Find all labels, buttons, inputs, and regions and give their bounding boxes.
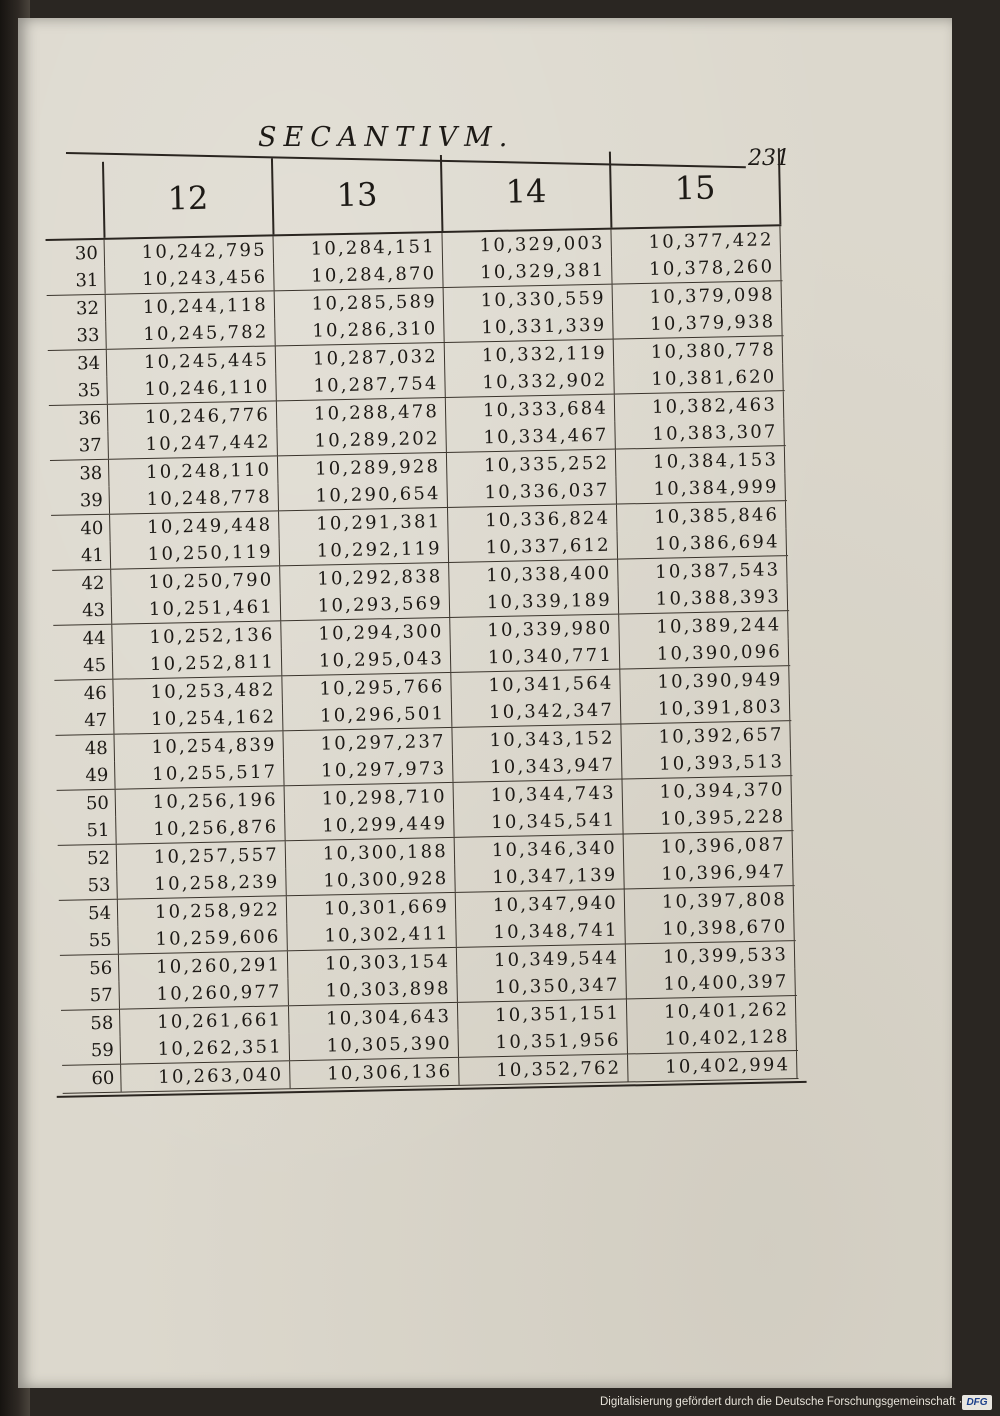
- secant-value-cell: 10,300,188: [286, 838, 456, 868]
- secant-value-cell: 10,394,370: [622, 776, 792, 806]
- secant-value-cell: 10,303,154: [288, 948, 458, 978]
- secant-value-cell: 10,297,237: [283, 728, 453, 758]
- secant-value-cell: 10,329,381: [443, 257, 613, 287]
- minute-cell: 44: [53, 625, 113, 653]
- secant-value-cell: 10,402,128: [627, 1023, 797, 1053]
- secant-value-cell: 10,340,771: [451, 642, 621, 672]
- secant-value-cell: 10,401,262: [627, 996, 797, 1026]
- secant-value-cell: 10,291,381: [279, 508, 449, 538]
- secant-value-cell: 10,246,776: [108, 401, 278, 431]
- minute-cell: 38: [50, 460, 110, 488]
- minute-cell: 31: [46, 267, 106, 295]
- minute-cell: 59: [62, 1037, 122, 1065]
- secant-value-cell: 10,379,938: [613, 308, 783, 338]
- secant-value-cell: 10,330,559: [444, 285, 614, 315]
- secant-value-cell: 10,380,778: [614, 336, 784, 366]
- secant-value-cell: 10,301,669: [287, 893, 457, 923]
- secant-value-cell: 10,351,151: [458, 999, 628, 1029]
- secant-value-cell: 10,252,811: [113, 648, 283, 678]
- minute-cell: 49: [56, 762, 116, 790]
- secant-value-cell: 10,400,397: [626, 968, 796, 998]
- secant-value-cell: 10,351,956: [458, 1026, 628, 1056]
- secant-value-cell: 10,255,517: [115, 758, 285, 788]
- minute-cell: 53: [58, 872, 118, 900]
- secant-value-cell: 10,343,947: [453, 752, 623, 782]
- secant-value-cell: 10,333,684: [446, 395, 616, 425]
- secant-value-cell: 10,344,743: [454, 780, 624, 810]
- minute-cell: 60: [62, 1065, 122, 1093]
- minute-cell: 58: [61, 1010, 121, 1038]
- table-body: [46, 226, 799, 1094]
- secant-value-cell: 10,250,790: [111, 566, 281, 596]
- secant-value-cell: 10,249,448: [110, 511, 280, 541]
- secant-value-cell: 10,298,710: [285, 783, 455, 813]
- secant-value-cell: 10,392,657: [621, 721, 791, 751]
- secant-value-cell: 10,286,310: [275, 315, 445, 345]
- secant-value-cell: 10,393,513: [622, 748, 792, 778]
- degree-header-13: 13: [273, 155, 444, 234]
- secant-value-cell: 10,348,741: [456, 916, 626, 946]
- secant-value-cell: 10,306,136: [290, 1058, 460, 1088]
- secant-value-cell: 10,382,463: [615, 391, 785, 421]
- secant-value-cell: 10,250,119: [111, 538, 281, 568]
- secant-value-cell: 10,295,043: [282, 645, 452, 675]
- secant-value-cell: 10,244,118: [106, 291, 276, 321]
- secant-value-cell: 10,396,087: [624, 831, 794, 861]
- secant-value-cell: 10,242,795: [105, 236, 275, 266]
- secant-value-cell: 10,304,643: [289, 1003, 459, 1033]
- page-number: 231: [748, 146, 790, 171]
- table-header: [44, 148, 781, 241]
- minute-cell: 54: [59, 900, 119, 928]
- secant-value-cell: 10,253,482: [113, 676, 283, 706]
- secant-value-cell: 10,243,456: [105, 263, 275, 293]
- secant-value-cell: 10,335,252: [447, 450, 617, 480]
- secant-value-cell: 10,285,589: [275, 288, 445, 318]
- secant-value-cell: 10,384,153: [616, 446, 786, 476]
- secant-value-cell: 10,297,973: [284, 755, 454, 785]
- running-header: SECANTIVM.: [258, 122, 515, 153]
- minute-cell: 32: [47, 295, 107, 323]
- secant-value-cell: 10,334,467: [446, 422, 616, 452]
- secant-value-cell: 10,294,300: [281, 618, 451, 648]
- secant-value-cell: 10,378,260: [612, 253, 782, 283]
- secant-value-cell: 10,389,244: [619, 611, 789, 641]
- secant-value-cell: 10,384,999: [616, 473, 786, 503]
- secant-value-cell: 10,346,340: [455, 835, 625, 865]
- secant-value-cell: 10,347,940: [456, 889, 626, 919]
- secant-value-cell: 10,290,654: [278, 480, 448, 510]
- secant-value-cell: 10,284,151: [274, 233, 444, 263]
- secant-value-cell: 10,258,922: [118, 896, 288, 926]
- secant-value-cell: 10,338,400: [449, 560, 619, 590]
- secant-table: [44, 148, 799, 1098]
- header-blank-cell: [44, 162, 105, 239]
- secant-value-cell: 10,292,119: [280, 535, 450, 565]
- secant-value-cell: 10,339,189: [450, 587, 620, 617]
- digitization-credit: Digitalisierung gefördert durch die Deutsche Forschungsgemeinschaft ·: [600, 1396, 963, 1408]
- minute-cell: 36: [49, 405, 109, 433]
- secant-value-cell: 10,288,478: [277, 398, 447, 428]
- secant-value-cell: 10,260,977: [119, 978, 289, 1008]
- secant-value-cell: 10,248,778: [110, 483, 280, 513]
- secant-value-cell: 10,284,870: [274, 260, 444, 290]
- minute-cell: 50: [57, 790, 117, 818]
- secant-value-cell: 10,248,110: [109, 456, 279, 486]
- secant-value-cell: 10,258,239: [117, 868, 287, 898]
- secant-value-cell: 10,252,136: [112, 621, 282, 651]
- secant-value-cell: 10,245,445: [107, 346, 277, 376]
- secant-value-cell: 10,331,339: [444, 312, 614, 342]
- secant-value-cell: 10,352,762: [459, 1054, 629, 1084]
- secant-value-cell: 10,295,766: [282, 673, 452, 703]
- secant-value-cell: 10,254,839: [114, 731, 284, 761]
- secant-value-cell: 10,349,544: [457, 944, 627, 974]
- minute-cell: 30: [46, 240, 106, 268]
- minute-cell: 47: [55, 707, 115, 735]
- secant-value-cell: 10,293,569: [281, 590, 451, 620]
- minute-cell: 55: [59, 927, 119, 955]
- secant-value-cell: 10,302,411: [287, 920, 457, 950]
- secant-value-cell: 10,336,037: [447, 477, 617, 507]
- secant-value-cell: 10,402,994: [628, 1051, 798, 1081]
- secant-value-cell: 10,398,670: [625, 913, 795, 943]
- minute-cell: 39: [51, 487, 111, 515]
- secant-value-cell: 10,263,040: [121, 1061, 291, 1091]
- secant-value-cell: 10,247,442: [108, 428, 278, 458]
- secant-value-cell: 10,347,139: [455, 861, 625, 891]
- secant-value-cell: 10,379,098: [613, 281, 783, 311]
- secant-value-cell: 10,390,949: [620, 666, 790, 696]
- minute-cell: 41: [52, 542, 112, 570]
- degree-header-12: 12: [104, 158, 275, 237]
- secant-value-cell: 10,287,032: [276, 343, 446, 373]
- secant-value-cell: 10,350,347: [457, 971, 627, 1001]
- secant-value-cell: 10,341,564: [451, 670, 621, 700]
- secant-value-cell: 10,246,110: [107, 373, 277, 403]
- minute-cell: 51: [57, 817, 117, 845]
- secant-value-cell: 10,289,202: [277, 425, 447, 455]
- minute-cell: 45: [54, 652, 114, 680]
- minute-cell: 42: [52, 570, 112, 598]
- secant-value-cell: 10,289,928: [278, 453, 448, 483]
- secant-value-cell: 10,257,557: [117, 841, 287, 871]
- secant-value-cell: 10,245,782: [106, 318, 276, 348]
- minute-cell: 46: [54, 680, 114, 708]
- dfg-logo: DFG: [962, 1395, 992, 1410]
- secant-value-cell: 10,386,694: [618, 528, 788, 558]
- secant-value-cell: 10,287,754: [276, 370, 446, 400]
- secant-value-cell: 10,381,620: [614, 363, 784, 393]
- secant-value-cell: 10,345,541: [454, 807, 624, 837]
- degree-header-15: 15: [611, 148, 782, 227]
- secant-value-cell: 10,292,838: [280, 563, 450, 593]
- secant-value-cell: 10,256,196: [116, 786, 286, 816]
- secant-value-cell: 10,305,390: [290, 1030, 460, 1060]
- secant-value-cell: 10,254,162: [114, 703, 284, 733]
- secant-value-cell: 10,377,422: [611, 226, 781, 256]
- degree-header-14: 14: [442, 152, 613, 231]
- minute-cell: 40: [51, 515, 111, 543]
- secant-value-cell: 10,390,096: [620, 638, 790, 668]
- secant-value-cell: 10,332,119: [445, 340, 615, 370]
- secant-value-cell: 10,391,803: [621, 693, 791, 723]
- secant-value-cell: 10,339,980: [450, 615, 620, 645]
- secant-value-cell: 10,296,501: [283, 700, 453, 730]
- secant-value-cell: 10,343,152: [452, 725, 622, 755]
- secant-value-cell: 10,387,543: [618, 556, 788, 586]
- secant-value-cell: 10,332,902: [445, 367, 615, 397]
- secant-value-cell: 10,336,824: [448, 505, 618, 535]
- secant-value-cell: 10,329,003: [442, 230, 612, 260]
- minute-cell: 34: [48, 350, 108, 378]
- secant-value-cell: 10,262,351: [121, 1033, 291, 1063]
- secant-value-cell: 10,256,876: [116, 813, 286, 843]
- secant-value-cell: 10,396,947: [624, 858, 794, 888]
- minute-cell: 56: [60, 955, 120, 983]
- minute-cell: 48: [56, 735, 116, 763]
- secant-value-cell: 10,383,307: [615, 418, 785, 448]
- minute-cell: 37: [49, 432, 109, 460]
- secant-value-cell: 10,399,533: [626, 941, 796, 971]
- secant-value-cell: 10,261,661: [120, 1006, 290, 1036]
- secant-value-cell: 10,388,393: [619, 583, 789, 613]
- secant-value-cell: 10,299,449: [285, 810, 455, 840]
- minute-cell: 52: [58, 845, 118, 873]
- secant-value-cell: 10,300,928: [286, 865, 456, 895]
- minute-cell: 43: [53, 597, 113, 625]
- secant-value-cell: 10,260,291: [119, 951, 289, 981]
- minute-cell: 33: [47, 322, 107, 350]
- secant-value-cell: 10,397,808: [625, 886, 795, 916]
- secant-value-cell: 10,395,228: [623, 803, 793, 833]
- secant-value-cell: 10,337,612: [449, 532, 619, 562]
- minute-cell: 57: [60, 982, 120, 1010]
- secant-value-cell: 10,342,347: [452, 697, 622, 727]
- secant-value-cell: 10,251,461: [112, 593, 282, 623]
- secant-value-cell: 10,385,846: [617, 501, 787, 531]
- secant-value-cell: 10,303,898: [288, 975, 458, 1005]
- minute-cell: 35: [48, 377, 108, 405]
- secant-value-cell: 10,259,606: [118, 923, 288, 953]
